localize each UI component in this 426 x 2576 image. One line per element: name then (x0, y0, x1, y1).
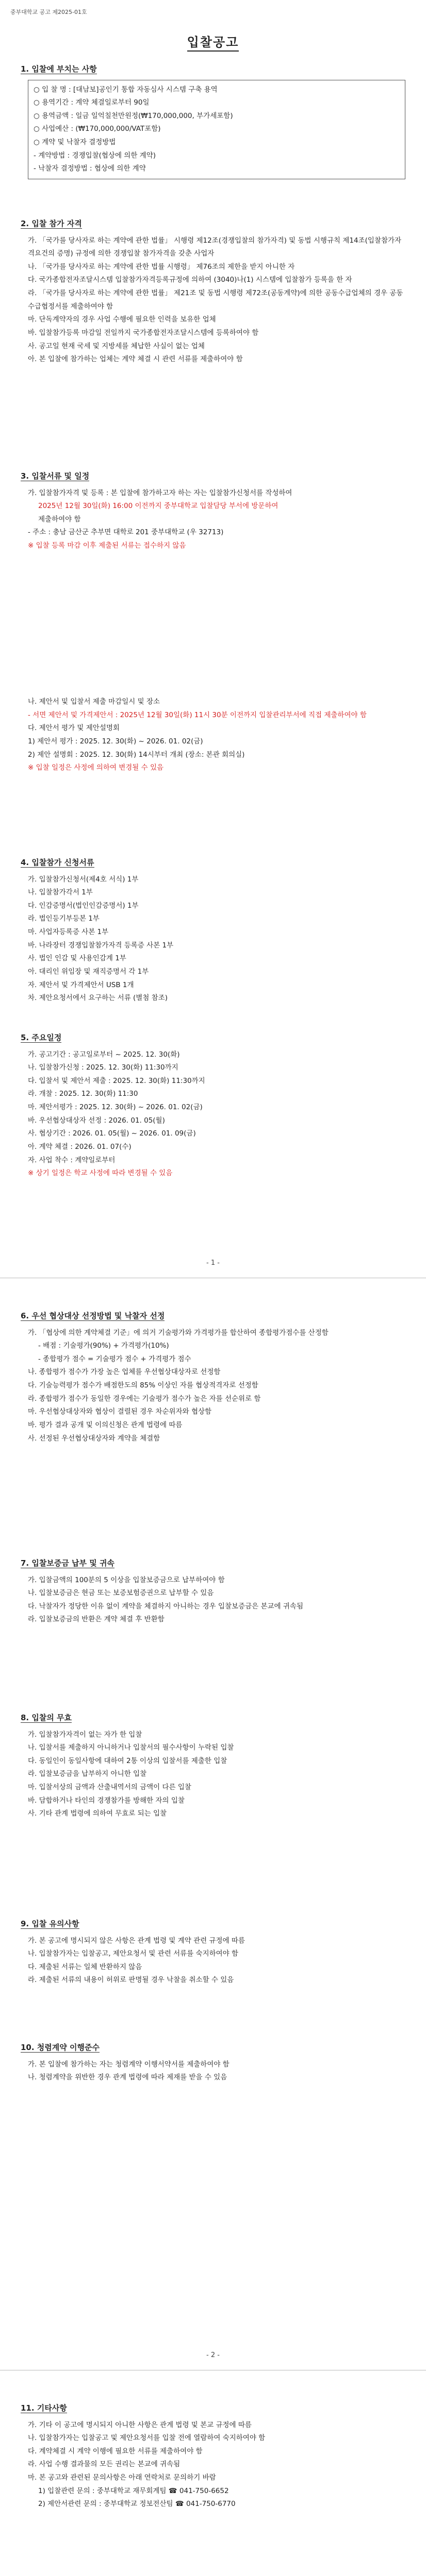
list-item: 가. 입찰참가자격이 없는 자가 한 입찰 (28, 1730, 142, 1739)
section-2-title: 2. 입찰 참가 자격 (21, 219, 82, 228)
list-item: 마. 우선협상대상자와 협상이 결렬된 경우 차순위자와 협상함 (28, 1408, 212, 1416)
list-item: 나. 입찰서를 제출하지 아니하거나 입찰서의 필수사항이 누락된 입찰 (28, 1743, 234, 1752)
list-item: 사. 법인 인감 및 사용인감계 1부 (28, 954, 126, 963)
section-3b (21, 696, 405, 775)
list-item: 바. 담합하거나 타인의 경쟁참가를 방해한 자의 입찰 (28, 1796, 185, 1805)
highlight-line: ※ 입찰 등록 마감 이후 제출된 서류는 접수하지 않음 (28, 541, 186, 550)
list-item: 자. 제안서 및 가격제안서 USB 1개 (28, 980, 134, 989)
list-item: 가. 입찰참가신청서(제4호 서식) 1부 (28, 875, 139, 884)
list-item: 가. 「협상에 의한 계약체결 기준」에 의거 기술평가와 가격평가를 합산하여 종합평가점수를 산정함 (28, 1328, 329, 1337)
list-item: 아. 계약 체결 : 2026. 01. 07(수) (28, 1142, 132, 1151)
list-item: 바. 평가 결과 공개 및 이의신청은 관계 법령에 따름 (28, 1420, 183, 1429)
list-item: 사. 협상기간 : 2026. 01. 05(월) ~ 2026. 01. 09(금) (28, 1129, 196, 1138)
list-item: 사. 선정된 우선협상대상자와 계약을 체결함 (28, 1434, 160, 1443)
document-header: 중부대학교 공고 제2025-01호 (10, 9, 87, 15)
list-item: 다. 제출된 서류는 일체 반환하지 않음 (28, 1962, 142, 1971)
list-item: 나. 청렴계약을 위반한 경우 관계 법령에 따라 제재를 받을 수 있음 (28, 2073, 227, 2082)
list-item: 마. 사업자등록증 사본 1부 (28, 928, 109, 937)
list-item: 다. 제안서 평가 및 제안설명회 (28, 724, 120, 733)
list-item: 나. 종합평가 점수가 가장 높은 업체를 우선협상대상자로 선정함 (28, 1368, 221, 1377)
summary-row: ○ 용역금액 : 일금 일억칠천만원정(₩170,000,000, 부가세포함) (34, 111, 233, 120)
list-item: 아. 대리인 위임장 및 재직증명서 각 1부 (28, 967, 149, 976)
list-item: 마. 입찰서상의 금액과 산출내역서의 금액이 다른 입찰 (28, 1783, 191, 1792)
list-item: 2) 제안 설명회 : 2025. 12. 30(화) 14시부터 개최 (장소: 본관 회의실) (28, 750, 245, 759)
section-2 (21, 216, 405, 366)
list-item: 나. 입찰참가자는 입찰공고 및 제안요청서를 입찰 전에 열람하여 숙지하여야 함 (28, 2434, 266, 2443)
list-item: 가. 「국가를 당사자로 하는 계약에 관한 법률」 시행령 제12조(경쟁입찰의 참가자격) 및 동법 시행규칙 제14조(입찰참가자격요건의 증명) 규정에 의한 경쟁입찰 참가자격을 갖춘 사업자 (28, 236, 402, 258)
section-10-title: 10. 청렴계약 이행준수 (21, 2043, 100, 2052)
highlight-line: 2025년 12월 30일(화) 16:00 이전까지 중부대학교 입찰담당 부서에 방문하여 (38, 502, 278, 511)
list-item: 나. 입찰참가각서 1부 (28, 888, 93, 897)
list-item: 가. 기타 이 공고에 명시되지 아니한 사항은 관계 법령 및 본교 규정에 따름 (28, 2420, 252, 2429)
page-number: - 2 - (206, 2351, 220, 2359)
list-item: 마. 단독계약자의 경우 사업 수행에 필요한 인력을 보유한 업체 (28, 315, 216, 324)
summary-box (28, 80, 405, 179)
list-item: 자. 사업 착수 : 계약일로부터 (28, 1156, 116, 1164)
list-item: 가. 공고기간 : 공고일로부터 ~ 2025. 12. 30(화) (28, 1050, 180, 1059)
section-3 (21, 469, 405, 553)
section-5-title: 5. 주요일정 (21, 1033, 62, 1042)
section-9-title: 9. 입찰 유의사항 (21, 1919, 79, 1928)
list-item: 라. 사업 수행 결과물의 모든 권리는 본교에 귀속됨 (28, 2460, 181, 2469)
list-item: 2) 제안서관련 문의 : 중부대학교 정보전산팀 ☎ 041-750-6770 (38, 2500, 236, 2509)
list-item: 다. 동일인이 동일사항에 대하여 2통 이상의 입찰서를 제출한 입찰 (28, 1756, 227, 1765)
section-9 (21, 1917, 405, 1987)
list-item: 라. 법인등기부등본 1부 (28, 914, 100, 923)
list-item: 라. 「국가를 당사자로 하는 계약에 관한 법률」 제21조 및 동법 시행령 제72조(공동계약)에 의한 공동수급업체의 경우 공동수급협정서를 제출하여야 함 (28, 289, 403, 311)
list-item: 사. 기타 관계 법령에 의하여 무효로 되는 입찰 (28, 1809, 167, 1818)
section-11-title: 11. 기타사항 (21, 2403, 67, 2413)
list-item: 나. 「국가를 당사자로 하는 계약에 관한 법률 시행령」 제76조의 제한을 받지 아니한 자 (28, 262, 295, 271)
list-item: 가. 입찰금액의 100분의 5 이상을 입찰보증금으로 납부하여야 함 (28, 1575, 225, 1584)
list-item: 라. 개찰 : 2025. 12. 30(화) 11:30 (28, 1090, 138, 1098)
section-4 (21, 855, 405, 1005)
list-item: 1) 입찰관련 문의 : 중부대학교 재무회계팀 ☎ 041-750-6652 (38, 2486, 229, 2495)
schedule-note: ※ 상기 일정은 학교 사정에 따라 변경될 수 있음 (28, 1169, 173, 1178)
section-1 (21, 62, 405, 183)
section-8-title: 8. 입찰의 무효 (21, 1713, 72, 1722)
section-11 (21, 2401, 405, 2511)
list-item: 라. 입찰보증금의 반환은 계약 체결 후 반환함 (28, 1615, 165, 1624)
list-item: 바. 입찰참가등록 마감일 전일까지 국가종합전자조달시스템에 등록하여야 함 (28, 328, 259, 337)
summary-row: - 낙찰자 결정방법 : 협상에 의한 계약 (34, 164, 146, 173)
section-4-title: 4. 입찰참가 신청서류 (21, 858, 94, 867)
list-item: 가. 본 입찰에 참가하는 자는 청렴계약 이행서약서를 제출하여야 함 (28, 2060, 230, 2069)
list-item: 다. 인감증명서(법인인감증명서) 1부 (28, 901, 139, 910)
summary-row: ○ 사업예산 : (₩170,000,000/VAT포함) (34, 125, 161, 133)
list-item: 바. 나라장터 경쟁입찰참가자격 등록증 사본 1부 (28, 941, 174, 950)
section-7-title: 7. 입찰보증금 납부 및 귀속 (21, 1558, 114, 1568)
section-7 (21, 1556, 405, 1626)
section-1-title: 1. 입찰에 부치는 사항 (21, 64, 97, 74)
list-item: 나. 제안서 및 입찰서 제출 마감일시 및 장소 (28, 698, 160, 706)
summary-row: ○ 계약 및 낙찰자 결정방법 (34, 138, 116, 147)
list-item: 아. 본 입찰에 참가하는 업체는 계약 체결 시 관련 서류를 제출하여야 함 (28, 355, 243, 364)
section-6 (21, 1309, 405, 1445)
list-item: 사. 공고일 현재 국세 및 지방세를 체납한 사실이 없는 업체 (28, 342, 205, 350)
section-5 (21, 1030, 405, 1180)
list-item: - 배점 : 기술평가(90%) + 가격평가(10%) (38, 1342, 169, 1350)
list-item: - 주소 : 충남 금산군 추부면 대학로 201 중부대학교 (우 32713) (28, 528, 224, 537)
list-item: 제출하여야 함 (38, 515, 81, 523)
highlight-line: - 서면 제안서 및 가격제안서 : 2025년 12월 30일(화) 11시 30분 이전까지 입찰관리부서에 직접 제출하여야 함 (28, 710, 367, 719)
summary-row: ○ 입 찰 명 : [대남보]공인기 통합 자동심사 시스템 구축 용역 (34, 85, 218, 94)
list-item: 나. 입찰참가신청 : 2025. 12. 30(화) 11:30까지 (28, 1063, 178, 1072)
section-8 (21, 1710, 405, 1821)
page-number: - 1 - (206, 1259, 220, 1267)
list-item: 나. 입찰보증금은 현금 또는 보증보험증권으로 납부할 수 있음 (28, 1589, 214, 1598)
page-title: 입찰공고 (0, 31, 426, 55)
list-item: 마. 본 공고와 관련된 문의사항은 아래 연락처로 문의하기 바람 (28, 2473, 216, 2482)
section-3-title: 3. 입찰서류 및 일정 (21, 471, 90, 481)
list-item: 가. 본 공고에 명시되지 않은 사항은 관계 법령 및 계약 관련 규정에 따름 (28, 1936, 245, 1945)
list-item: 바. 우선협상대상자 선정 : 2026. 01. 05(월) (28, 1116, 165, 1125)
list-item: 라. 종합평가 점수가 동일한 경우에는 기술평가 점수가 높은 자를 선순위로 함 (28, 1394, 261, 1403)
list-item: 1) 제안서 평가 : 2025. 12. 30(화) ~ 2026. 01. 02(금) (28, 737, 203, 745)
list-item: 라. 제출된 서류의 내용이 허위로 판명될 경우 낙찰을 취소할 수 있음 (28, 1976, 234, 1985)
highlight-line: ※ 입찰 일정은 사정에 의하여 변경될 수 있음 (28, 764, 164, 772)
list-item: 다. 기술능력평가 점수가 배점한도의 85% 이상인 자를 협상적격자로 선정함 (28, 1381, 258, 1390)
summary-row: - 계약방법 : 경쟁입찰(협상에 의한 계약) (34, 151, 156, 160)
list-item: 나. 입찰참가자는 입찰공고, 제안요청서 및 관련 서류를 숙지하여야 함 (28, 1950, 239, 1958)
list-item: - 종합평가 점수 = 기술평가 점수 + 가격평가 점수 (38, 1354, 191, 1363)
list-item: 가. 입찰참가자격 및 등록 : 본 입찰에 참가하고자 하는 자는 입찰참가신청서를 작성하여 (28, 488, 292, 497)
list-item: 다. 계약체결 시 계약 이행에 필요한 서류를 제출하여야 함 (28, 2447, 203, 2455)
section-10 (21, 2040, 405, 2084)
list-item: 다. 입찰서 및 제안서 제출 : 2025. 12. 30(화) 11:30까지 (28, 1076, 205, 1085)
list-item: 라. 입찰보증금을 납부하지 아니한 입찰 (28, 1770, 147, 1778)
list-item: 다. 국가종합전자조달시스템 입찰참가자격등록규정에 의하여 (3040)나(1) 시스템에 입찰참가 등록을 한 자 (28, 276, 352, 284)
list-item: 차. 제안요청서에서 요구하는 서류 (별첨 참조) (28, 994, 168, 1003)
summary-row: ○ 용역기간 : 계약 체결일로부터 90일 (34, 98, 150, 107)
list-item: 다. 낙찰자가 정당한 이유 없이 계약을 체결하지 아니하는 경우 입찰보증금은 본교에 귀속됨 (28, 1602, 304, 1611)
list-item: 마. 제안서평가 : 2025. 12. 30(화) ~ 2026. 01. 02(금) (28, 1103, 203, 1112)
section-6-title: 6. 우선 협상대상 선정방법 및 낙찰자 선정 (21, 1311, 165, 1320)
